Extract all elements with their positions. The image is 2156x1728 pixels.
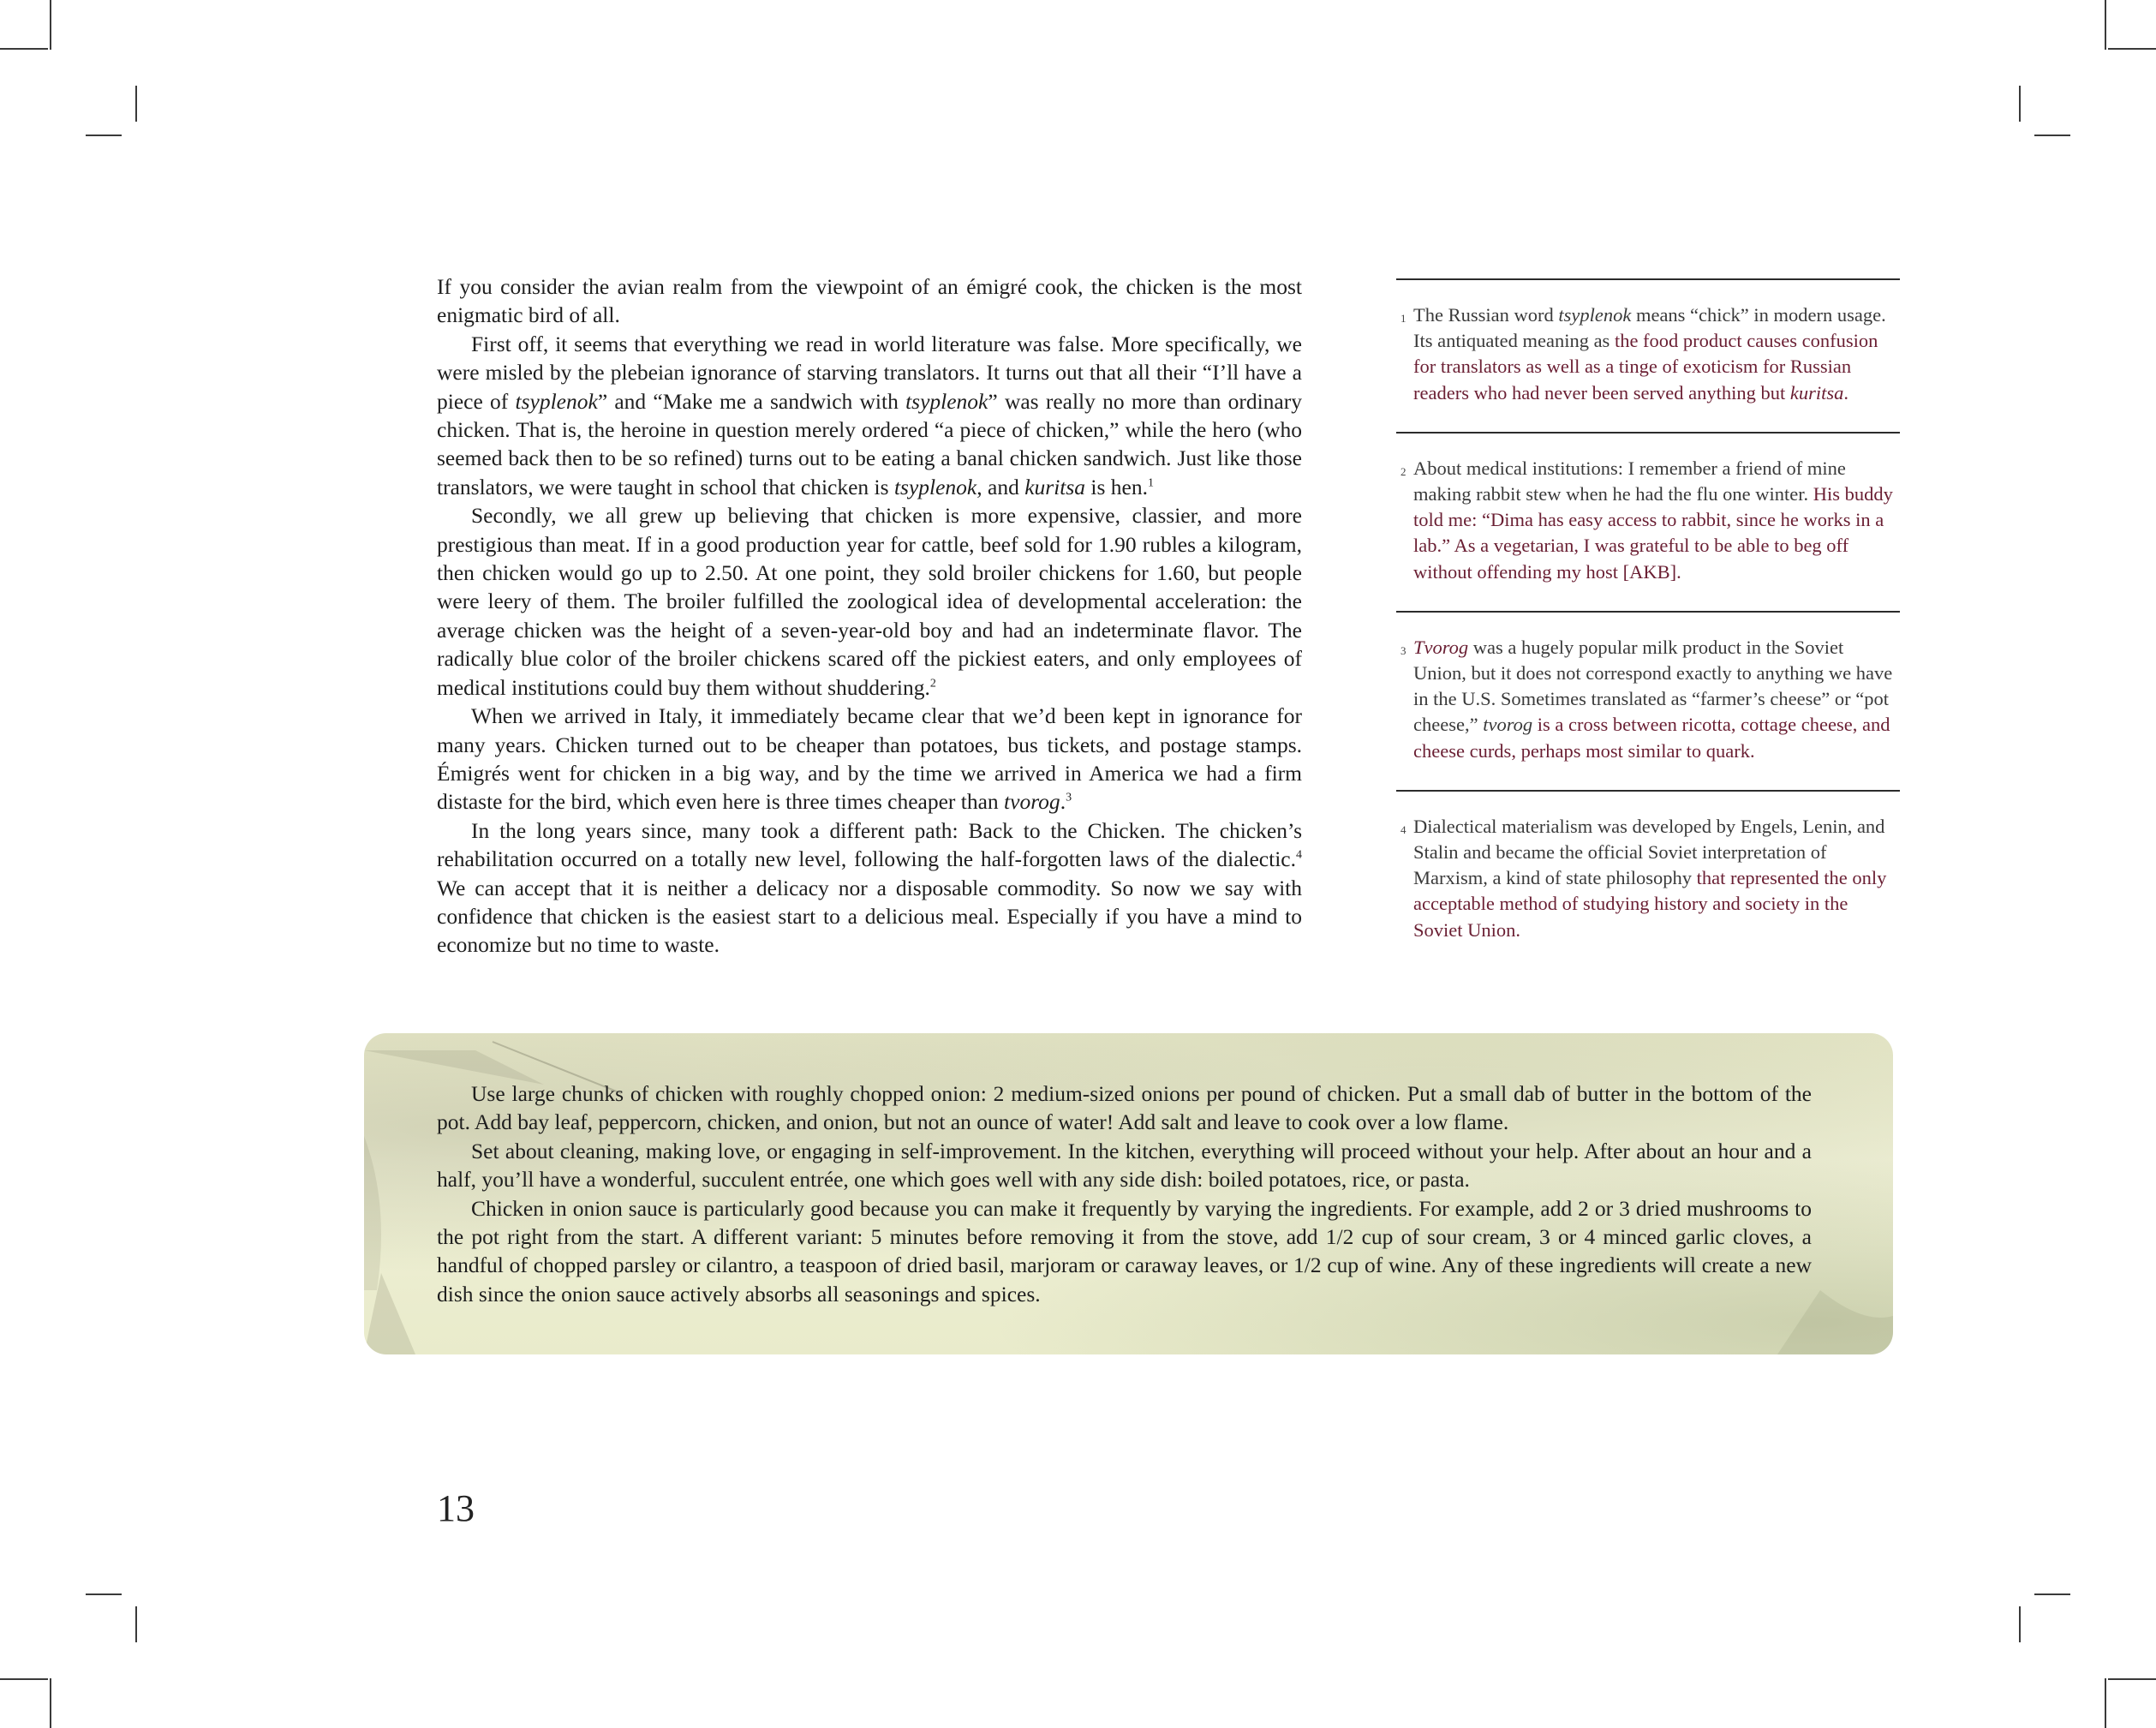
- crop-mark: [2108, 1678, 2156, 1680]
- crop-mark: [86, 135, 122, 136]
- text-run: means “chick” in modern usage. Its antiquated meaning as: [1413, 304, 1886, 352]
- text-run: ” was really no more than ordinary chicken. That is, the heroine in question merely ordered “a piece of chicken,” while the hero (who seemed back then to be so refined) turns out to be eating a banal chicken sandwich. Just like those translators, we were taught in school that chicken is: [437, 388, 1302, 499]
- text-run: In the long years since, many took a different path: Back to the Chicken. The chicken’s rehabilitation occurred on a totally new level, following the half-forgotten laws of the dialectic.: [437, 817, 1302, 872]
- main-article: [437, 272, 1302, 960]
- italic-term: kuritsa: [1789, 381, 1844, 404]
- footnote-text: [1413, 302, 1900, 406]
- footnote: [1396, 611, 1900, 790]
- text-run: If you consider the avian realm from the viewpoint of an émigré cook, the chicken is the most enigmatic bird of all.: [437, 274, 1302, 328]
- footnote: [1396, 278, 1900, 432]
- crop-mark: [86, 1593, 122, 1595]
- italic-term: tvorog: [1004, 789, 1060, 815]
- footnote-reference: 3: [1066, 791, 1072, 804]
- recipe-paragraph: Chicken in onion sauce is particularly good because you can make it frequently by varying the ingredients. For example, add 2 or 3 dried mushrooms to the pot right from the start. A different variant: 5 minutes before removing it from the stove, add 1/2 cup of sour cream, 3 or 4 minced garlic cloves, a handful of chopped parsley or cilantro, a teaspoon of dried basil, marjoram or caraway leaves, or 1/2 cup of wine. Any of these ingredients will create a new dish since the onion sauce actively absorbs all seasonings and spices.: [437, 1195, 1812, 1306]
- italic-term: tsyplenok: [515, 388, 598, 414]
- text-run: was a hugely popular milk product in the Soviet Union, but it does not correspond exactly to anything we have in the U.S. Sometimes translated as “farmer’s cheese” or “pot cheese,”: [1413, 636, 1893, 736]
- italic-term: tsyplenok: [893, 474, 977, 499]
- text-run: is a cross between ricotta, cottage cheese, and cheese curds, perhaps most similar to quark.: [1413, 714, 1890, 762]
- italic-term: kuritsa: [1024, 474, 1086, 499]
- footnote: [1396, 790, 1900, 969]
- text-run: ” and “Make me a sandwich with: [597, 388, 906, 414]
- footnote-reference: 1: [1148, 476, 1154, 490]
- crop-mark: [135, 1606, 137, 1642]
- footnote-reference: 4: [1296, 848, 1302, 862]
- text-run: .: [1060, 789, 1066, 815]
- text-run: the food product causes confusion for translators as well as a tinge of exoticism for Russian readers who had never been served anything but: [1413, 330, 1878, 404]
- recipe-paragraph: Use large chunks of chicken with roughly chopped onion: 2 medium-sized onions per pound of chicken. Put a small dab of butter in the bottom of the pot. Add bay leaf, peppercorn, chicken, and onion, but not an ounce of water! Add salt and leave to cook over a low flame.: [437, 1081, 1812, 1135]
- text-run: Secondly, we all grew up believing that chicken is more expensive, classier, and more prestigious than meat. If in a good production year for cattle, beef sold for 1.90 rubles a kilogram, then chicken would go up to 2.50. At one point, they sold broiler chickens for 1.60, but people were leery of them. The broiler fulfilled the zoological idea of developmental acceleration: the average chicken was the height of a seven-year-old boy and had an indeterminate flavor. The radically blue color of the broiler chickens scared off the pickiest eaters, and only employees of medical institutions could buy them without shuddering.: [437, 503, 1302, 700]
- footnote-text: [1413, 635, 1900, 764]
- body-paragraph: [437, 272, 1302, 330]
- footnote-number: 3: [1401, 643, 1406, 657]
- text-run: His buddy told me: “Dima has easy access to rabbit, since he works in a lab.” As a vegetarian, I was grateful to be able to beg off without offending my host [AKB].: [1413, 483, 1893, 583]
- crop-mark: [0, 1678, 48, 1680]
- footnote-reference: 2: [929, 677, 936, 691]
- crop-mark: [2034, 1593, 2070, 1595]
- text-run: , and: [976, 474, 1025, 499]
- crop-mark: [2105, 1678, 2106, 1728]
- text-run: About medical institutions: I remember a friend of mine making rabbit stew when he had the flu one winter.: [1413, 457, 1846, 505]
- crop-mark: [2019, 1606, 2021, 1642]
- text-run: that represented the only acceptable method of studying history and society in the Soviet Union.: [1413, 867, 1887, 941]
- recipe-paragraph: Set about cleaning, making love, or engaging in self-improvement. In the kitchen, everything will proceed without your help. After about an hour and a half, you’ll have a wonderful, succulent entrée, one which goes well with any side dish: boiled potatoes, rice, or pasta.: [437, 1138, 1812, 1193]
- italic-term: tsyplenok: [1558, 304, 1632, 326]
- recipe-box: [364, 1033, 1893, 1354]
- footnote-text: [1413, 456, 1900, 585]
- body-paragraph: [437, 816, 1302, 960]
- text-run: When we arrived in Italy, it immediately became clear that we’d been kept in ignorance for many years. Chicken turned out to be cheaper than potatoes, bus tickets, and postage stamps. Émigrés went for chicken in a big way, and by the time we arrived in America we had a firm distaste for the bird, which even here is three times cheaper than: [437, 703, 1302, 815]
- crop-mark: [2105, 0, 2106, 50]
- text-run: is hen.: [1085, 474, 1148, 499]
- text-run: The Russian word: [1413, 304, 1559, 326]
- footnote: [1396, 432, 1900, 611]
- crop-mark: [50, 0, 51, 50]
- text-run: First off, it seems that everything we read in world literature was false. More specifically, we were misled by the plebeian ignorance of starving translators. It turns out that all their “I’ll have a piece of: [437, 331, 1302, 414]
- body-paragraph: [437, 702, 1302, 816]
- text-run: Dialectical materialism was developed by Engels, Lenin, and Stalin and became the official Soviet interpretation of Marxism, a kind of state philosophy: [1413, 815, 1885, 889]
- crop-mark: [135, 86, 137, 122]
- footnote-number: 1: [1401, 312, 1406, 325]
- italic-term: Tvorog: [1413, 636, 1469, 658]
- italic-term: tvorog: [1483, 714, 1533, 736]
- page-number: 13: [437, 1487, 475, 1529]
- text-run: .: [1843, 381, 1848, 404]
- crop-mark: [2108, 48, 2156, 50]
- crop-mark: [50, 1678, 51, 1728]
- footnote-number: 4: [1401, 822, 1406, 836]
- footnotes-column: [1396, 278, 1900, 969]
- footnote-number: 2: [1401, 464, 1406, 478]
- text-run: We can accept that it is neither a delicacy nor a disposable commodity. So now we say with confidence that chicken is the easiest start to a delicious meal. Especially if you have a mind to economize but no time to waste.: [437, 875, 1302, 958]
- italic-term: tsyplenok: [905, 388, 988, 414]
- crop-mark: [2034, 135, 2070, 136]
- body-paragraph: [437, 501, 1302, 702]
- recipe-text: [437, 1079, 1812, 1308]
- body-paragraph: [437, 330, 1302, 501]
- crop-mark: [2019, 86, 2021, 122]
- footnote-text: [1413, 814, 1900, 943]
- crop-mark: [0, 48, 48, 50]
